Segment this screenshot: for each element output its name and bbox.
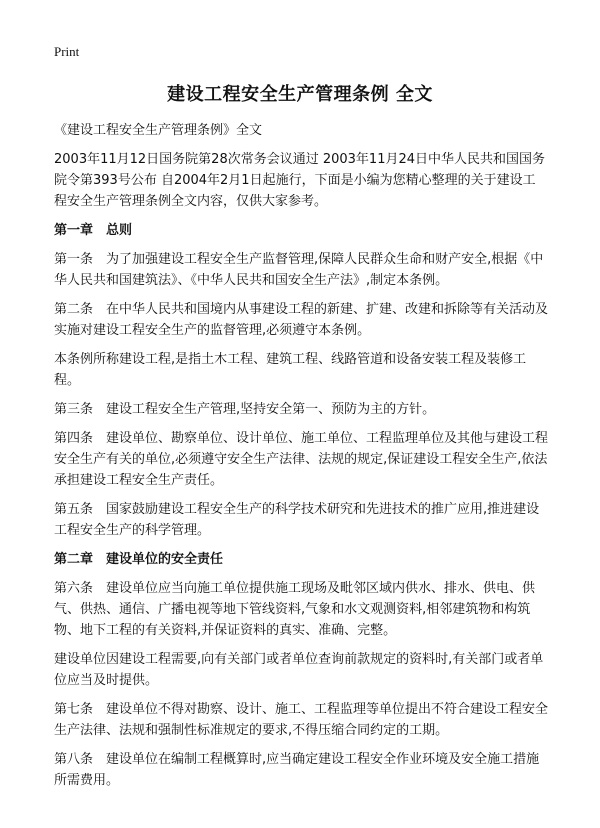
article-7: 第七条 建设单位不得对勘察、设计、施工、工程监理等单位提出不符合建设工程安全生产法律、法规和强制性标准规定的要求,不得压缩合同约定的工期。: [54, 702, 549, 738]
chapter-1-heading: 第一章 总则: [54, 223, 133, 238]
document-body: [54, 120, 548, 799]
article-5: 第五条 国家鼓励建设工程安全生产的科学技术研究和先进技术的推广应用,推进建设工程安全生产的科学管理。: [54, 502, 540, 538]
article-6: 第六条 建设单位应当向施工单位提供施工现场及毗邻区域内供水、排水、供电、供气、供热、通信、广播电视等地下管线资料,气象和水文观测资料,相邻建筑物和构筑物、地下工程的有关资料,并保证资料的真实、准确、完整。: [54, 581, 536, 638]
intro-paragraph: 2003年11月12日国务院第28次常务会议通过 2003年11月24日中华人民共和国国务院令第393号公布 自2004年2月1日起施行，下面是小编为您精心整理的关于建设工程安全生产管理条例全文内容，仅供大家参考。: [54, 152, 546, 209]
article-3: 第三条 建设工程安全生产管理,坚持安全第一、预防为主的方针。: [54, 402, 436, 417]
article-2-note: 本条例所称建设工程,是指土木工程、建筑工程、线路管道和设备安装工程及装修工程。: [54, 352, 527, 388]
intro-line: 《建设工程安全生产管理条例》全文: [54, 123, 263, 138]
print-link[interactable]: Print: [54, 44, 80, 59]
page-title: 建设工程安全生产管理条例 全文: [167, 84, 433, 105]
article-2: 第二条 在中华人民共和国境内从事建设工程的新建、扩建、改建和拆除等有关活动及实施对建设工程安全生产的监督管理,必须遵守本条例。: [54, 302, 549, 338]
article-1: 第一条 为了加强建设工程安全生产监督管理,保障人民群众生命和财产安全,根据《中华人民共和国建筑法》、《中华人民共和国安全生产法》,制定本条例。: [54, 252, 544, 288]
article-8: 第八条 建设单位在编制工程概算时,应当确定建设工程安全作业环境及安全施工措施所需费用。: [54, 752, 540, 788]
article-4: 第四条 建设单位、勘察单位、设计单位、施工单位、工程监理单位及其他与建设工程安全生产有关的单位,必须遵守安全生产法律、法规的规定,保证建设工程安全生产,依法承担建设工程安全生产责任。: [54, 431, 549, 488]
chapter-2-heading: 第二章 建设单位的安全责任: [54, 552, 224, 567]
article-6-note: 建设单位因建设工程需要,向有关部门或者单位查询前款规定的资料时,有关部门或者单位应当及时提供。: [54, 652, 544, 688]
